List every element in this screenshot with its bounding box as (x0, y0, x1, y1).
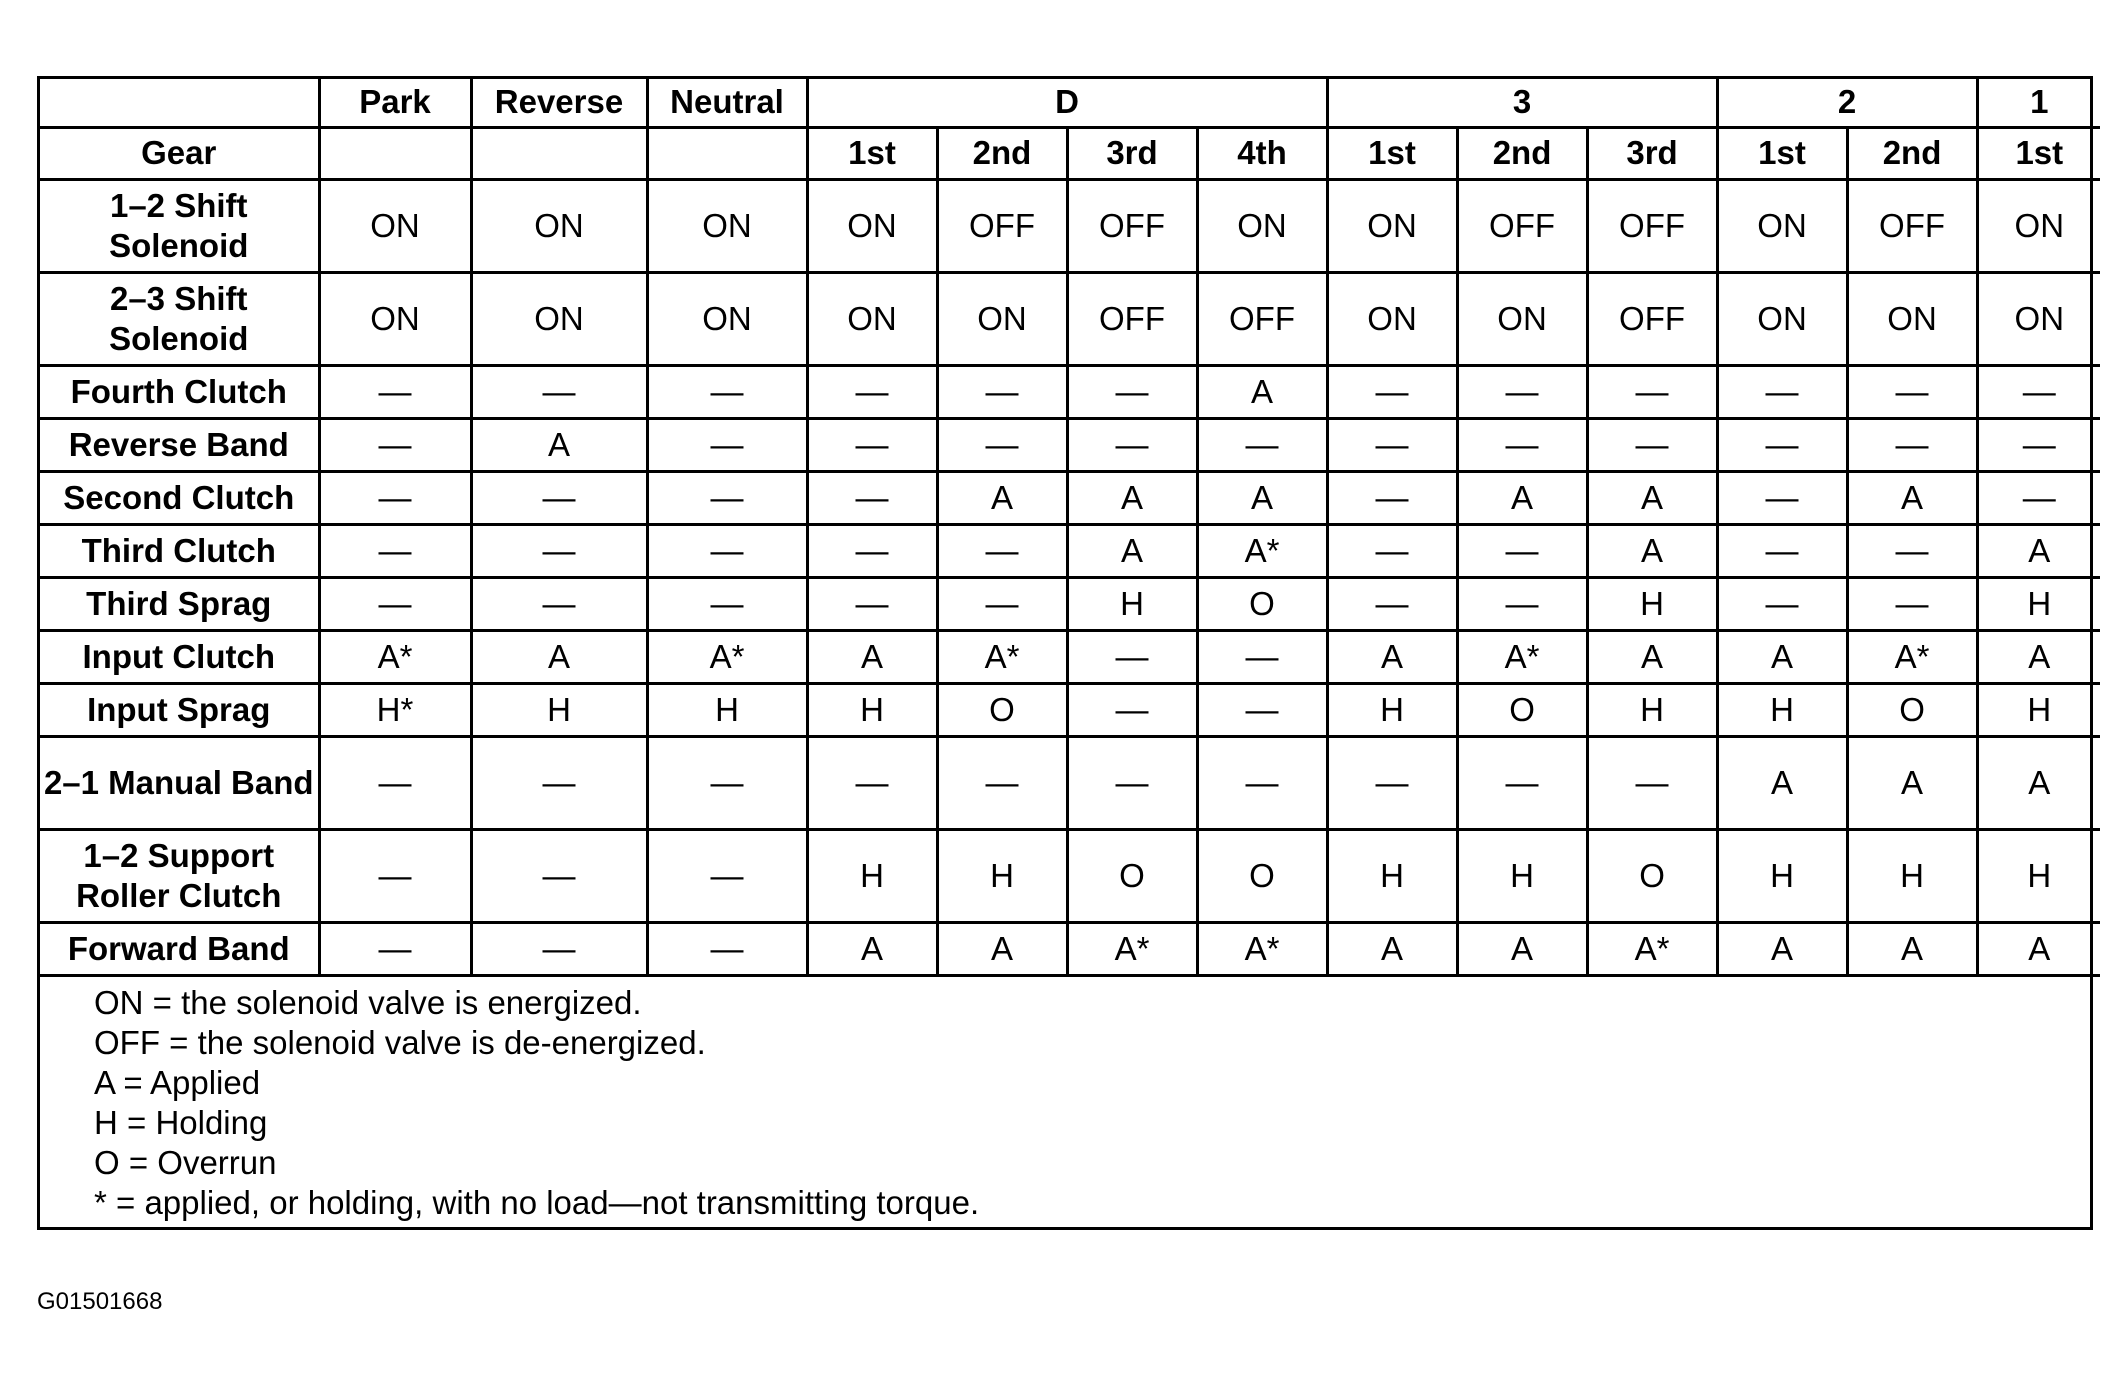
table-cell: — (807, 577, 937, 630)
table-cell: — (319, 736, 471, 829)
table-cell: — (471, 365, 647, 418)
table-cell: — (647, 471, 807, 524)
row-label: Second Clutch (40, 471, 319, 524)
range-drive: D (807, 79, 1327, 127)
table-cell: — (319, 922, 471, 975)
table-cell: A* (1847, 630, 1977, 683)
table-cell: — (1327, 471, 1457, 524)
application-chart (37, 76, 2093, 1230)
table-cell: — (319, 577, 471, 630)
table-cell: — (319, 365, 471, 418)
table-cell: — (1847, 365, 1977, 418)
legend-off: OFF = the solenoid valve is de-energized. (94, 1023, 706, 1061)
table-cell: A* (1197, 524, 1327, 577)
table-cell: A (1977, 524, 2100, 577)
table-cell: — (1197, 630, 1327, 683)
table-cell: OFF (1197, 272, 1327, 365)
table-cell: A (471, 630, 647, 683)
table-cell: A (1717, 736, 1847, 829)
table-cell: A* (1587, 922, 1717, 975)
table-cell: — (471, 471, 647, 524)
table-cell: — (319, 524, 471, 577)
table-cell: — (1847, 524, 1977, 577)
gear-2-1st: 1st (1717, 127, 1847, 179)
table-cell: A (1587, 471, 1717, 524)
table-cell: H (1847, 829, 1977, 922)
table-cell: O (1197, 829, 1327, 922)
table-cell: O (937, 683, 1067, 736)
legend (40, 975, 2100, 1227)
row-label: Third Clutch (40, 524, 319, 577)
row-label: Forward Band (40, 922, 319, 975)
table-cell: H (1717, 829, 1847, 922)
table-cell: — (1197, 736, 1327, 829)
table-cell: ON (1847, 272, 1977, 365)
range-neutral: Neutral (647, 79, 807, 127)
table-cell: — (937, 577, 1067, 630)
table-cell: ON (1327, 179, 1457, 272)
table-cell: H (1327, 683, 1457, 736)
table-cell: OFF (1067, 179, 1197, 272)
gear-d-3rd: 3rd (1067, 127, 1197, 179)
table-cell: — (647, 577, 807, 630)
table-cell: — (807, 736, 937, 829)
table-cell: A (1197, 365, 1327, 418)
table-cell: H (1587, 577, 1717, 630)
legend-overrun: O = Overrun (94, 1143, 277, 1181)
table-cell: A (1847, 736, 1977, 829)
table-cell: — (647, 524, 807, 577)
table-cell: — (1327, 418, 1457, 471)
legend-applied: A = Applied (94, 1063, 261, 1101)
table-cell: O (1197, 577, 1327, 630)
table-row (40, 524, 2100, 577)
table-cell: A (471, 418, 647, 471)
range-park: Park (319, 79, 471, 127)
gear-label: Gear (40, 127, 319, 179)
table-cell: A* (1457, 630, 1587, 683)
range-3: 3 (1327, 79, 1717, 127)
table-row (40, 829, 2100, 922)
table-cell: — (1717, 418, 1847, 471)
row-label: Input Sprag (40, 683, 319, 736)
table-cell: ON (1717, 272, 1847, 365)
table-row (40, 683, 2100, 736)
table-cell: OFF (1847, 179, 1977, 272)
table-cell: A (1197, 471, 1327, 524)
table-cell: H (1977, 683, 2100, 736)
table-row (40, 577, 2100, 630)
row-label: 2–1 Manual Band (40, 736, 319, 829)
table-cell: ON (1457, 272, 1587, 365)
table-cell: A (1717, 630, 1847, 683)
table-cell: — (1457, 365, 1587, 418)
clutch-application-table (40, 79, 2100, 1227)
table-cell: — (319, 471, 471, 524)
gear-1-1st: 1st (1977, 127, 2100, 179)
gear-d-4th: 4th (1197, 127, 1327, 179)
table-cell: H (1717, 683, 1847, 736)
table-cell: H (807, 683, 937, 736)
table-cell: H (937, 829, 1067, 922)
table-cell: — (937, 736, 1067, 829)
row-label: 1–2 Support Roller Clutch (40, 829, 319, 922)
table-cell: H (1327, 829, 1457, 922)
table-cell: ON (647, 272, 807, 365)
table-cell: — (937, 524, 1067, 577)
range-reverse: Reverse (471, 79, 647, 127)
gear-2-2nd: 2nd (1847, 127, 1977, 179)
table-row (40, 179, 2100, 272)
gear-3-1st: 1st (1327, 127, 1457, 179)
table-cell: H* (319, 683, 471, 736)
table-cell: — (1327, 365, 1457, 418)
table-cell: O (1067, 829, 1197, 922)
table-body (40, 179, 2100, 975)
table-cell: ON (807, 179, 937, 272)
table-cell: A (1067, 524, 1197, 577)
table-cell: A* (319, 630, 471, 683)
range-1: 1 (1977, 79, 2100, 127)
table-cell: A (1717, 922, 1847, 975)
table-cell: — (1457, 577, 1587, 630)
range-2: 2 (1717, 79, 1977, 127)
table-cell: — (471, 736, 647, 829)
table-cell: — (471, 524, 647, 577)
table-cell: — (1717, 471, 1847, 524)
table-cell: A* (1067, 922, 1197, 975)
table-cell: A (1327, 922, 1457, 975)
table-cell: H (1067, 577, 1197, 630)
table-cell: — (1067, 365, 1197, 418)
image-code: G01501668 (37, 1288, 163, 1315)
table-cell: — (1327, 736, 1457, 829)
table-cell: A (807, 630, 937, 683)
table-row (40, 630, 2100, 683)
table-cell: H (1587, 683, 1717, 736)
table-cell: — (647, 829, 807, 922)
table-cell: — (1327, 524, 1457, 577)
row-label: Reverse Band (40, 418, 319, 471)
table-cell: ON (319, 179, 471, 272)
table-cell: — (1067, 630, 1197, 683)
table-cell: A (1977, 922, 2100, 975)
range-header-row (40, 79, 2100, 127)
table-cell: OFF (937, 179, 1067, 272)
corner-cell (40, 79, 319, 127)
table-row (40, 471, 2100, 524)
table-cell: A (937, 471, 1067, 524)
table-cell: ON (937, 272, 1067, 365)
table-cell: ON (1977, 179, 2100, 272)
table-cell: O (1847, 683, 1977, 736)
legend-on: ON = the solenoid valve is energized. (94, 983, 642, 1021)
table-cell: ON (471, 272, 647, 365)
table-cell: A (1457, 922, 1587, 975)
table-cell: — (647, 365, 807, 418)
table-cell: — (1457, 524, 1587, 577)
table-cell: — (647, 922, 807, 975)
table-cell: H (1977, 577, 2100, 630)
table-cell: — (1457, 736, 1587, 829)
table-cell: A (1457, 471, 1587, 524)
table-cell: — (1587, 418, 1717, 471)
table-cell: — (1067, 683, 1197, 736)
table-row (40, 922, 2100, 975)
table-cell: — (807, 365, 937, 418)
table-cell: — (319, 418, 471, 471)
table-cell: ON (471, 179, 647, 272)
table-cell: — (937, 418, 1067, 471)
table-cell: — (1587, 736, 1717, 829)
table-cell: — (471, 922, 647, 975)
table-cell: H (647, 683, 807, 736)
table-cell: — (1067, 418, 1197, 471)
table-cell: — (1847, 418, 1977, 471)
row-label: Fourth Clutch (40, 365, 319, 418)
table-cell: ON (1977, 272, 2100, 365)
row-label: Third Sprag (40, 577, 319, 630)
table-row (40, 418, 2100, 471)
table-cell: — (937, 365, 1067, 418)
table-cell: A* (647, 630, 807, 683)
table-cell: O (1457, 683, 1587, 736)
table-cell: — (1717, 524, 1847, 577)
table-cell: — (1977, 418, 2100, 471)
table-cell: A (1847, 471, 1977, 524)
table-cell: O (1587, 829, 1717, 922)
table-cell: — (1717, 365, 1847, 418)
table-cell: — (807, 471, 937, 524)
table-cell: A (1977, 736, 2100, 829)
table-row (40, 365, 2100, 418)
table-cell: — (1197, 683, 1327, 736)
table-cell: ON (807, 272, 937, 365)
table-cell: ON (1717, 179, 1847, 272)
table-cell: OFF (1587, 179, 1717, 272)
table-row (40, 272, 2100, 365)
table-cell: H (807, 829, 937, 922)
row-label: Input Clutch (40, 630, 319, 683)
table-cell: — (807, 418, 937, 471)
row-label: 1–2 Shift Solenoid (40, 179, 319, 272)
table-cell: H (1977, 829, 2100, 922)
table-cell: — (647, 736, 807, 829)
table-cell: A* (937, 630, 1067, 683)
table-cell: ON (1327, 272, 1457, 365)
table-cell: ON (1197, 179, 1327, 272)
table-cell: A (1587, 524, 1717, 577)
gear-blank-park (319, 127, 471, 179)
gear-d-2nd: 2nd (937, 127, 1067, 179)
table-cell: OFF (1587, 272, 1717, 365)
gear-d-1st: 1st (807, 127, 937, 179)
table-cell: ON (319, 272, 471, 365)
table-cell: — (1067, 736, 1197, 829)
legend-holding: H = Holding (94, 1103, 268, 1141)
gear-blank-neutral (647, 127, 807, 179)
gear-3-2nd: 2nd (1457, 127, 1587, 179)
table-cell: — (1847, 577, 1977, 630)
table-cell: — (1587, 365, 1717, 418)
row-label: 2–3 Shift Solenoid (40, 272, 319, 365)
table-cell: — (1977, 365, 2100, 418)
table-cell: — (471, 829, 647, 922)
table-cell: — (1717, 577, 1847, 630)
table-cell: H (471, 683, 647, 736)
table-cell: A (1847, 922, 1977, 975)
table-cell: — (1977, 471, 2100, 524)
gear-3-3rd: 3rd (1587, 127, 1717, 179)
table-cell: A (1977, 630, 2100, 683)
table-cell: A* (1197, 922, 1327, 975)
gear-header-row (40, 127, 2100, 179)
table-cell: — (647, 418, 807, 471)
table-cell: A (807, 922, 937, 975)
table-cell: — (807, 524, 937, 577)
table-cell: — (1197, 418, 1327, 471)
table-cell: OFF (1457, 179, 1587, 272)
table-cell: A (1587, 630, 1717, 683)
table-cell: A (1067, 471, 1197, 524)
gear-blank-reverse (471, 127, 647, 179)
table-cell: A (1327, 630, 1457, 683)
legend-row (40, 975, 2100, 1227)
table-cell: — (319, 829, 471, 922)
table-cell: — (471, 577, 647, 630)
table-row (40, 736, 2100, 829)
table-cell: — (1327, 577, 1457, 630)
table-cell: — (1457, 418, 1587, 471)
legend-asterisk: * = applied, or holding, with no load—not transmitting torque. (94, 1183, 980, 1221)
table-cell: ON (647, 179, 807, 272)
table-cell: A (937, 922, 1067, 975)
table-cell: H (1457, 829, 1587, 922)
table-cell: OFF (1067, 272, 1197, 365)
